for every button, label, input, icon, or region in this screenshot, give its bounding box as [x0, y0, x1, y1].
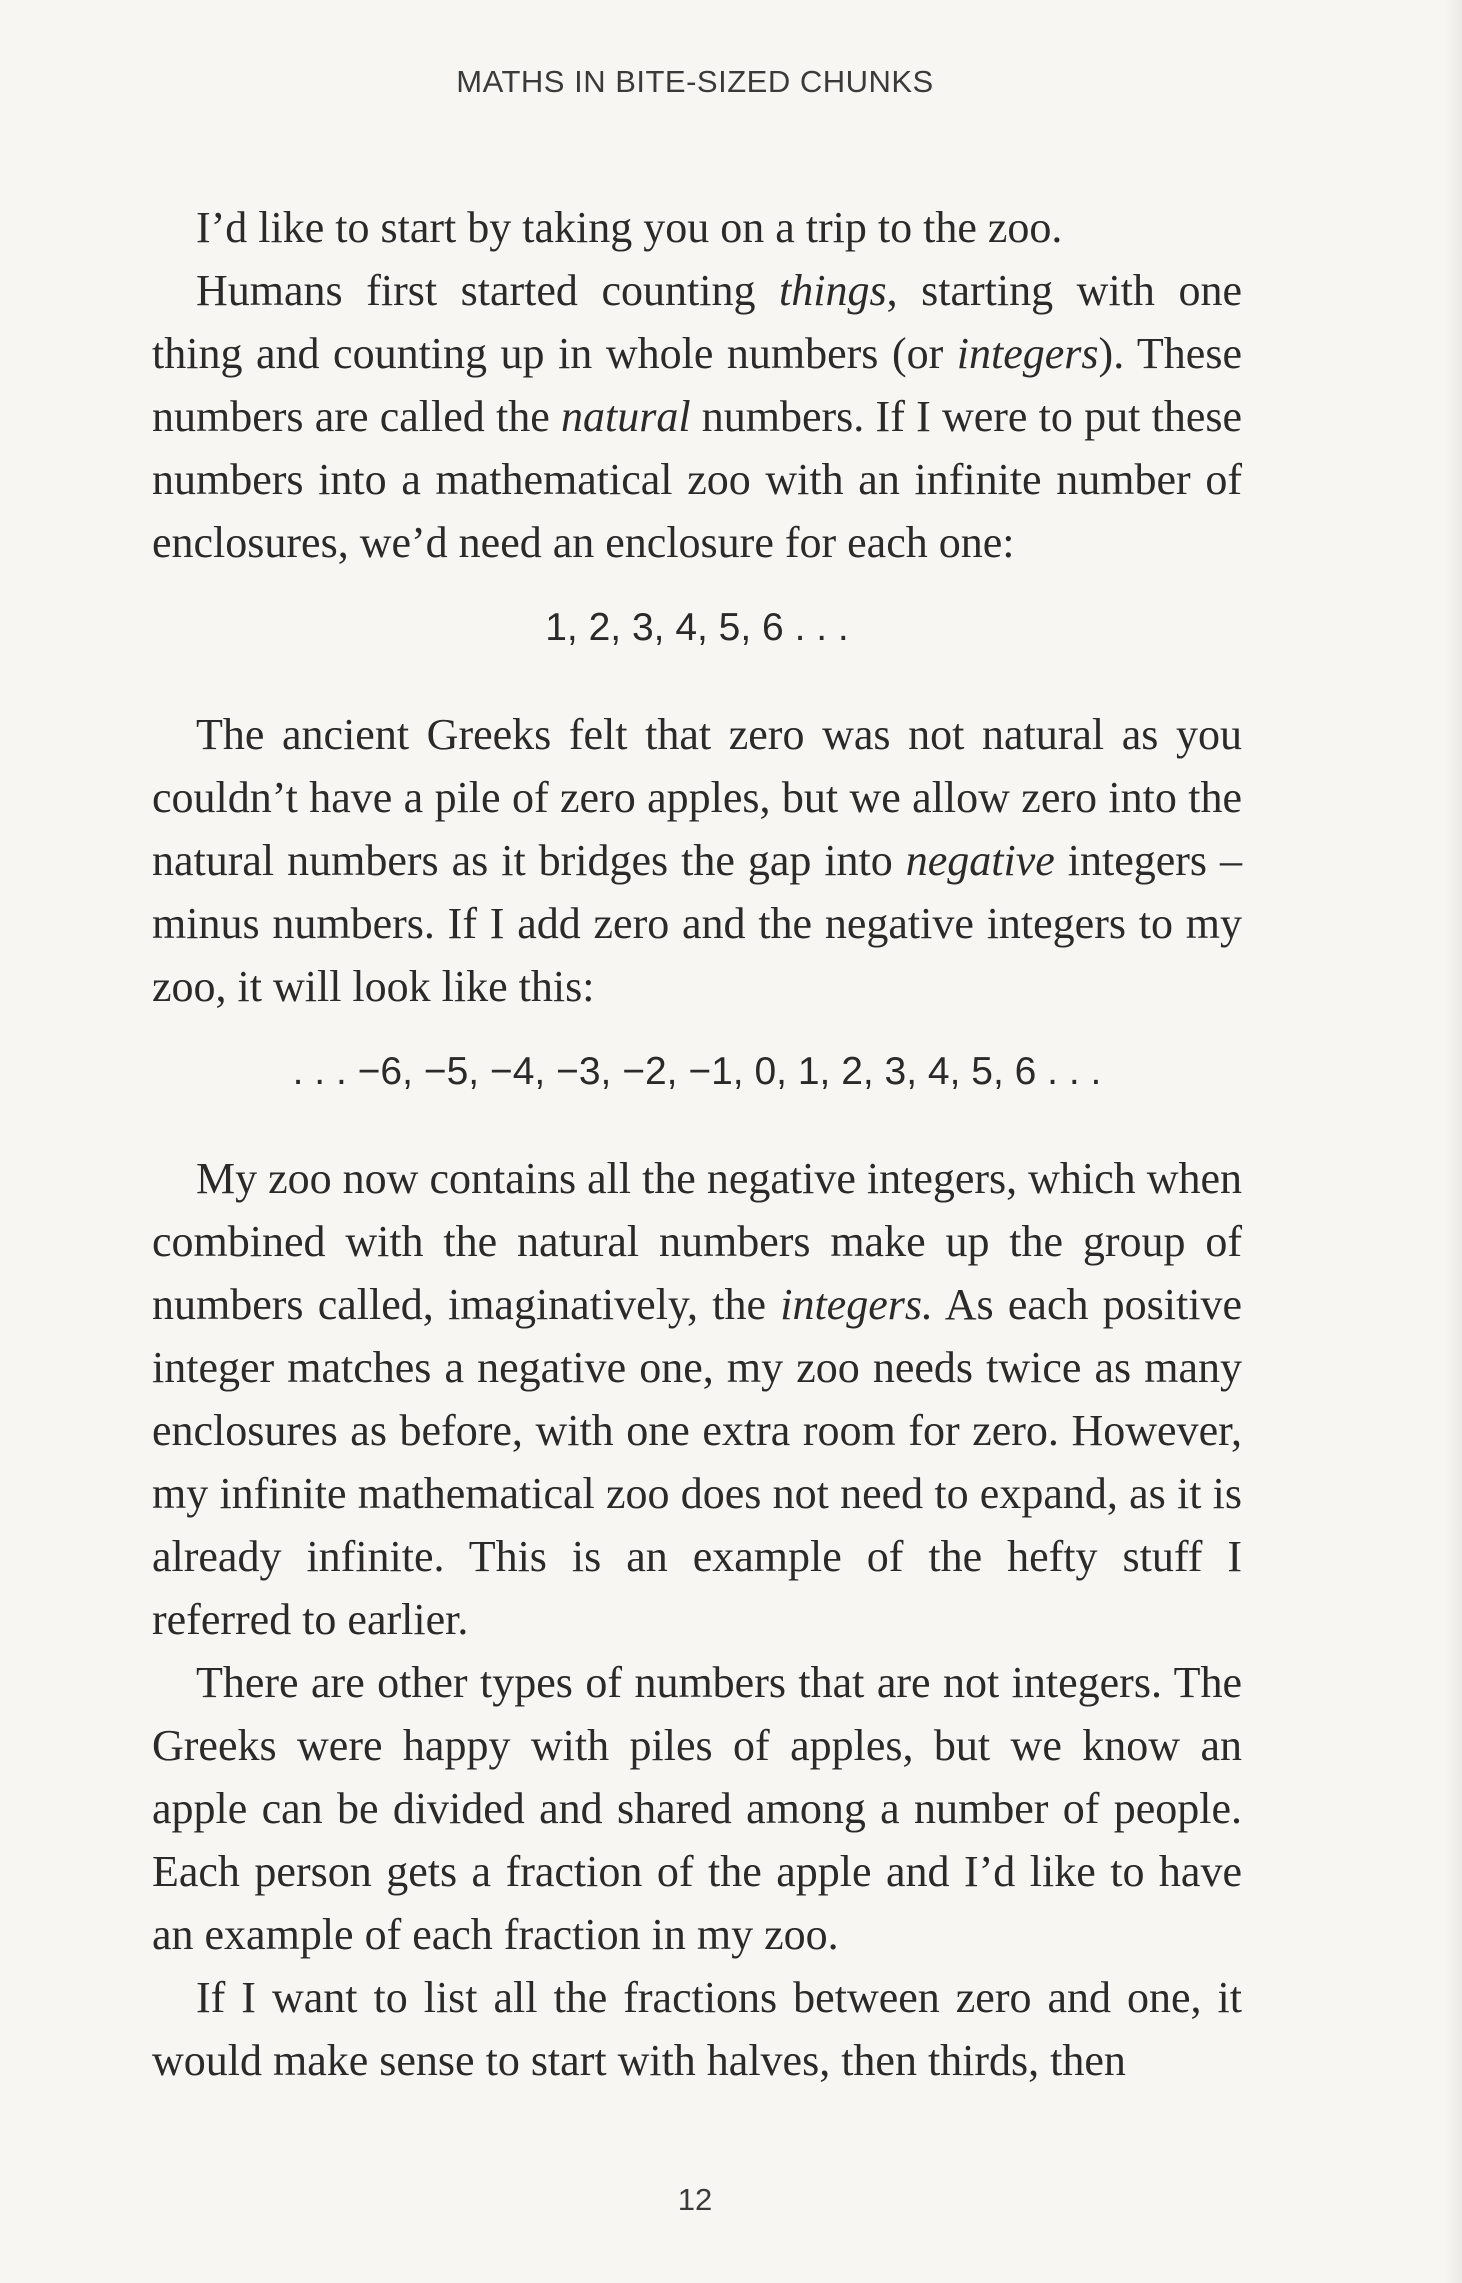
paragraph-5: There are other types of numbers that are not integers. The Greeks were happy with piles of apples, but we know an apple can be divided and shared among a number of people. Each person gets a fraction of the apple and I’d like to have an example of each fraction in my zoo. [152, 1658, 1242, 1959]
emphasis-integers: integers [956, 329, 1099, 378]
body-text [152, 196, 1242, 2092]
emphasis-integers: integers. [780, 1280, 933, 1329]
page-number: 12 [677, 2182, 713, 2217]
paragraph-2-text: , starting with one thing and counting up in whole numbers (or [152, 266, 1242, 378]
paragraph-2-text: ). These numbers are called the [152, 329, 1242, 441]
paragraph-3 [152, 703, 1242, 1018]
paragraph-3-text: The ancient Greeks felt that zero was not natural as you couldn’t have a pile of zero apples, but we allow zero into the natural numbers as it bridges the gap into [152, 710, 1242, 885]
emphasis-natural: natural [560, 392, 691, 441]
running-head: MATHS IN BITE-SIZED CHUNKS [456, 64, 934, 99]
paragraph-4 [152, 1147, 1242, 1651]
paragraph-4-text: My zoo now contains all the negative integers, which when combined with the natural numbers make up the group of numbers called, imaginatively, the [152, 1154, 1242, 1329]
natural-numbers-sequence: 1, 2, 3, 4, 5, 6 . . . [545, 606, 849, 649]
emphasis-things: things [779, 266, 887, 315]
paragraph-2-text: Humans first started counting [196, 266, 780, 315]
paragraph-1: I’d like to start by taking you on a trip to the zoo. [196, 203, 1063, 252]
paragraph-2-text: numbers. If I were to put these numbers into a mathematical zoo with an infinite number of enclosures, we’d need an enclosure for each one: [152, 392, 1243, 567]
paragraph-2 [152, 259, 1242, 574]
integers-sequence: . . . −6, −5, −4, −3, −2, −1, 0, 1, 2, 3, 4, 5, 6 . . . [292, 1050, 1102, 1093]
emphasis-negative: negative [905, 836, 1055, 885]
paragraph-6: If I want to list all the fractions between zero and one, it would make sense to start with halves, then thirds, then [152, 1973, 1242, 2085]
paragraph-4-text: As each positive integer matches a negative one, my zoo needs twice as many enclosures as before, with one extra room for zero. However, my infinite mathematical zoo does not need to expand, as it is already infinite. This is an example of the hefty stuff I referred to earlier. [152, 1280, 1243, 1644]
paragraph-3-text: integers – minus numbers. If I add zero and the negative integers to my zoo, it will look like this: [152, 836, 1242, 1011]
page-edge-shadow [1444, 0, 1462, 2283]
